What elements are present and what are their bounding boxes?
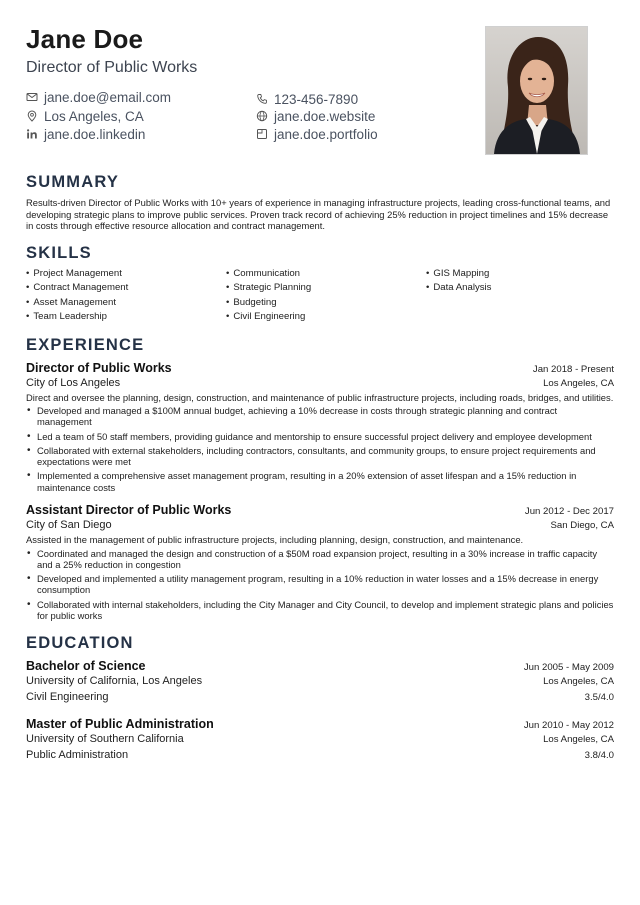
skills-list — [26, 268, 614, 326]
school-name: University of California, Los Angeles — [26, 675, 203, 688]
job-description: Assisted in the management of public infrastructure projects, including planning, design, construction, and maintenance. — [26, 534, 524, 546]
skill-item: • Civil Engineering — [226, 311, 426, 326]
experience-entry — [26, 503, 614, 621]
linkedin-icon — [26, 128, 38, 140]
job-bullet: • Coordinated and managed the design and construction of a $50M road expansion project, resulting in a 30% increase in traffic capacity and a 25% reduction in congestion — [26, 548, 614, 571]
school-name: University of Southern California — [26, 733, 184, 746]
portfolio-icon — [256, 128, 268, 140]
envelope-icon — [26, 91, 38, 103]
skill-item: • Project Management — [26, 268, 226, 283]
job-location: San Diego, CA — [550, 520, 614, 532]
skill-item: • Team Leadership — [26, 311, 226, 326]
skill-item: • Data Analysis — [426, 282, 614, 297]
job-dates: Jun 2012 - Dec 2017 — [524, 506, 614, 518]
profile-photo — [485, 26, 588, 155]
field-of-study: Public Administration — [26, 749, 129, 762]
linkedin-text: jane.doe.linkedin — [44, 126, 146, 142]
education-heading: EDUCATION — [26, 634, 134, 653]
summary-heading: SUMMARY — [26, 173, 120, 191]
contact-linkedin[interactable] — [26, 125, 145, 143]
contact-location — [26, 107, 144, 125]
job-bullet: • Collaborated with internal stakeholders, including the City Manager and City Council, to develop and implement strategic plans and policies for public works — [26, 599, 614, 622]
gpa: 3.8/4.0 — [584, 750, 614, 762]
skill-item: • Communication — [226, 268, 426, 283]
job-organization: City of San Diego — [26, 519, 112, 532]
school-location: Los Angeles, CA — [543, 734, 614, 746]
contact-email[interactable] — [26, 88, 171, 106]
skill-item: • Asset Management — [26, 297, 226, 312]
job-bullet: • Developed and implemented a utility management program, resulting in a 10% reduction in water losses and a 15% decrease in energy consumption — [26, 573, 614, 596]
skill-item: • Contract Management — [26, 282, 226, 297]
contact-info — [26, 88, 486, 144]
candidate-name: Jane Doe — [26, 24, 144, 54]
education-entry — [26, 717, 614, 765]
degree-title: Master of Public Administration — [26, 717, 214, 732]
resume-page — [26, 22, 614, 765]
skill-item: • Budgeting — [226, 297, 426, 312]
email-text: jane.doe@email.com — [44, 89, 172, 105]
resume-header — [26, 22, 614, 162]
summary-text: Results-driven Director of Public Works with 10+ years of experience in managing infrastructure projects, leading cross-functional teams, and developing strategic plans to improve public services. Proven track record of achieving 25% reduction in project timelines and 15% decrease in costs through effective resource allocation and contract management. — [26, 197, 611, 231]
skills-section — [26, 243, 614, 326]
globe-icon — [256, 110, 268, 122]
education-dates: Jun 2005 - May 2009 — [523, 662, 614, 674]
degree-title: Bachelor of Science — [26, 659, 146, 674]
skill-item: • GIS Mapping — [426, 268, 614, 283]
field-of-study: Civil Engineering — [26, 691, 109, 704]
job-title: Director of Public Works — [26, 360, 172, 375]
contact-website[interactable] — [256, 107, 375, 125]
phone-text: 123-456-7890 — [274, 91, 359, 107]
website-text: jane.doe.website — [274, 108, 376, 124]
gpa: 3.5/4.0 — [584, 692, 614, 704]
job-bullet: • Developed and managed a $100M annual budget, achieving a 10% decrease in costs through strategic planning and contract management — [26, 405, 614, 428]
job-bullet: • Collaborated with external stakeholders, including contractors, consultants, and community groups, to ensure project requirements and expectations were met — [26, 445, 614, 468]
job-title: Assistant Director of Public Works — [26, 503, 232, 518]
skills-heading: SKILLS — [26, 243, 92, 262]
job-bullets — [26, 548, 614, 622]
location-text: Los Angeles, CA — [44, 108, 144, 124]
job-description: Direct and oversee the planning, design, construction, and maintenance of public infrastructure projects, including roads, bridges, and utilities. — [26, 391, 614, 403]
education-dates: Jun 2010 - May 2012 — [523, 720, 614, 732]
experience-section — [26, 335, 614, 622]
education-section — [26, 633, 614, 765]
school-location: Los Angeles, CA — [543, 676, 614, 688]
job-bullets — [26, 405, 614, 493]
education-entry — [26, 659, 614, 707]
job-dates: Jan 2018 - Present — [532, 363, 614, 375]
location-pin-icon — [26, 110, 38, 122]
experience-entry — [26, 361, 614, 494]
job-location: Los Angeles, CA — [543, 377, 614, 389]
candidate-headline: Director of Public Works — [26, 59, 198, 76]
phone-icon — [256, 93, 268, 105]
contact-phone[interactable] — [256, 90, 358, 108]
summary-section — [26, 172, 614, 232]
portfolio-text: jane.doe.portfolio — [274, 126, 378, 142]
job-bullet: • Implemented a comprehensive asset management program, resulting in a 20% extension of asset lifespan and a 15% reduction in maintenance costs — [26, 470, 614, 493]
job-organization: City of Los Angeles — [26, 376, 121, 389]
job-bullet: • Led a team of 50 staff members, providing guidance and mentorship to ensure successful project delivery and employee development — [26, 431, 614, 442]
skill-item: • Strategic Planning — [226, 282, 426, 297]
contact-portfolio[interactable] — [256, 125, 378, 143]
experience-heading: EXPERIENCE — [26, 335, 145, 354]
